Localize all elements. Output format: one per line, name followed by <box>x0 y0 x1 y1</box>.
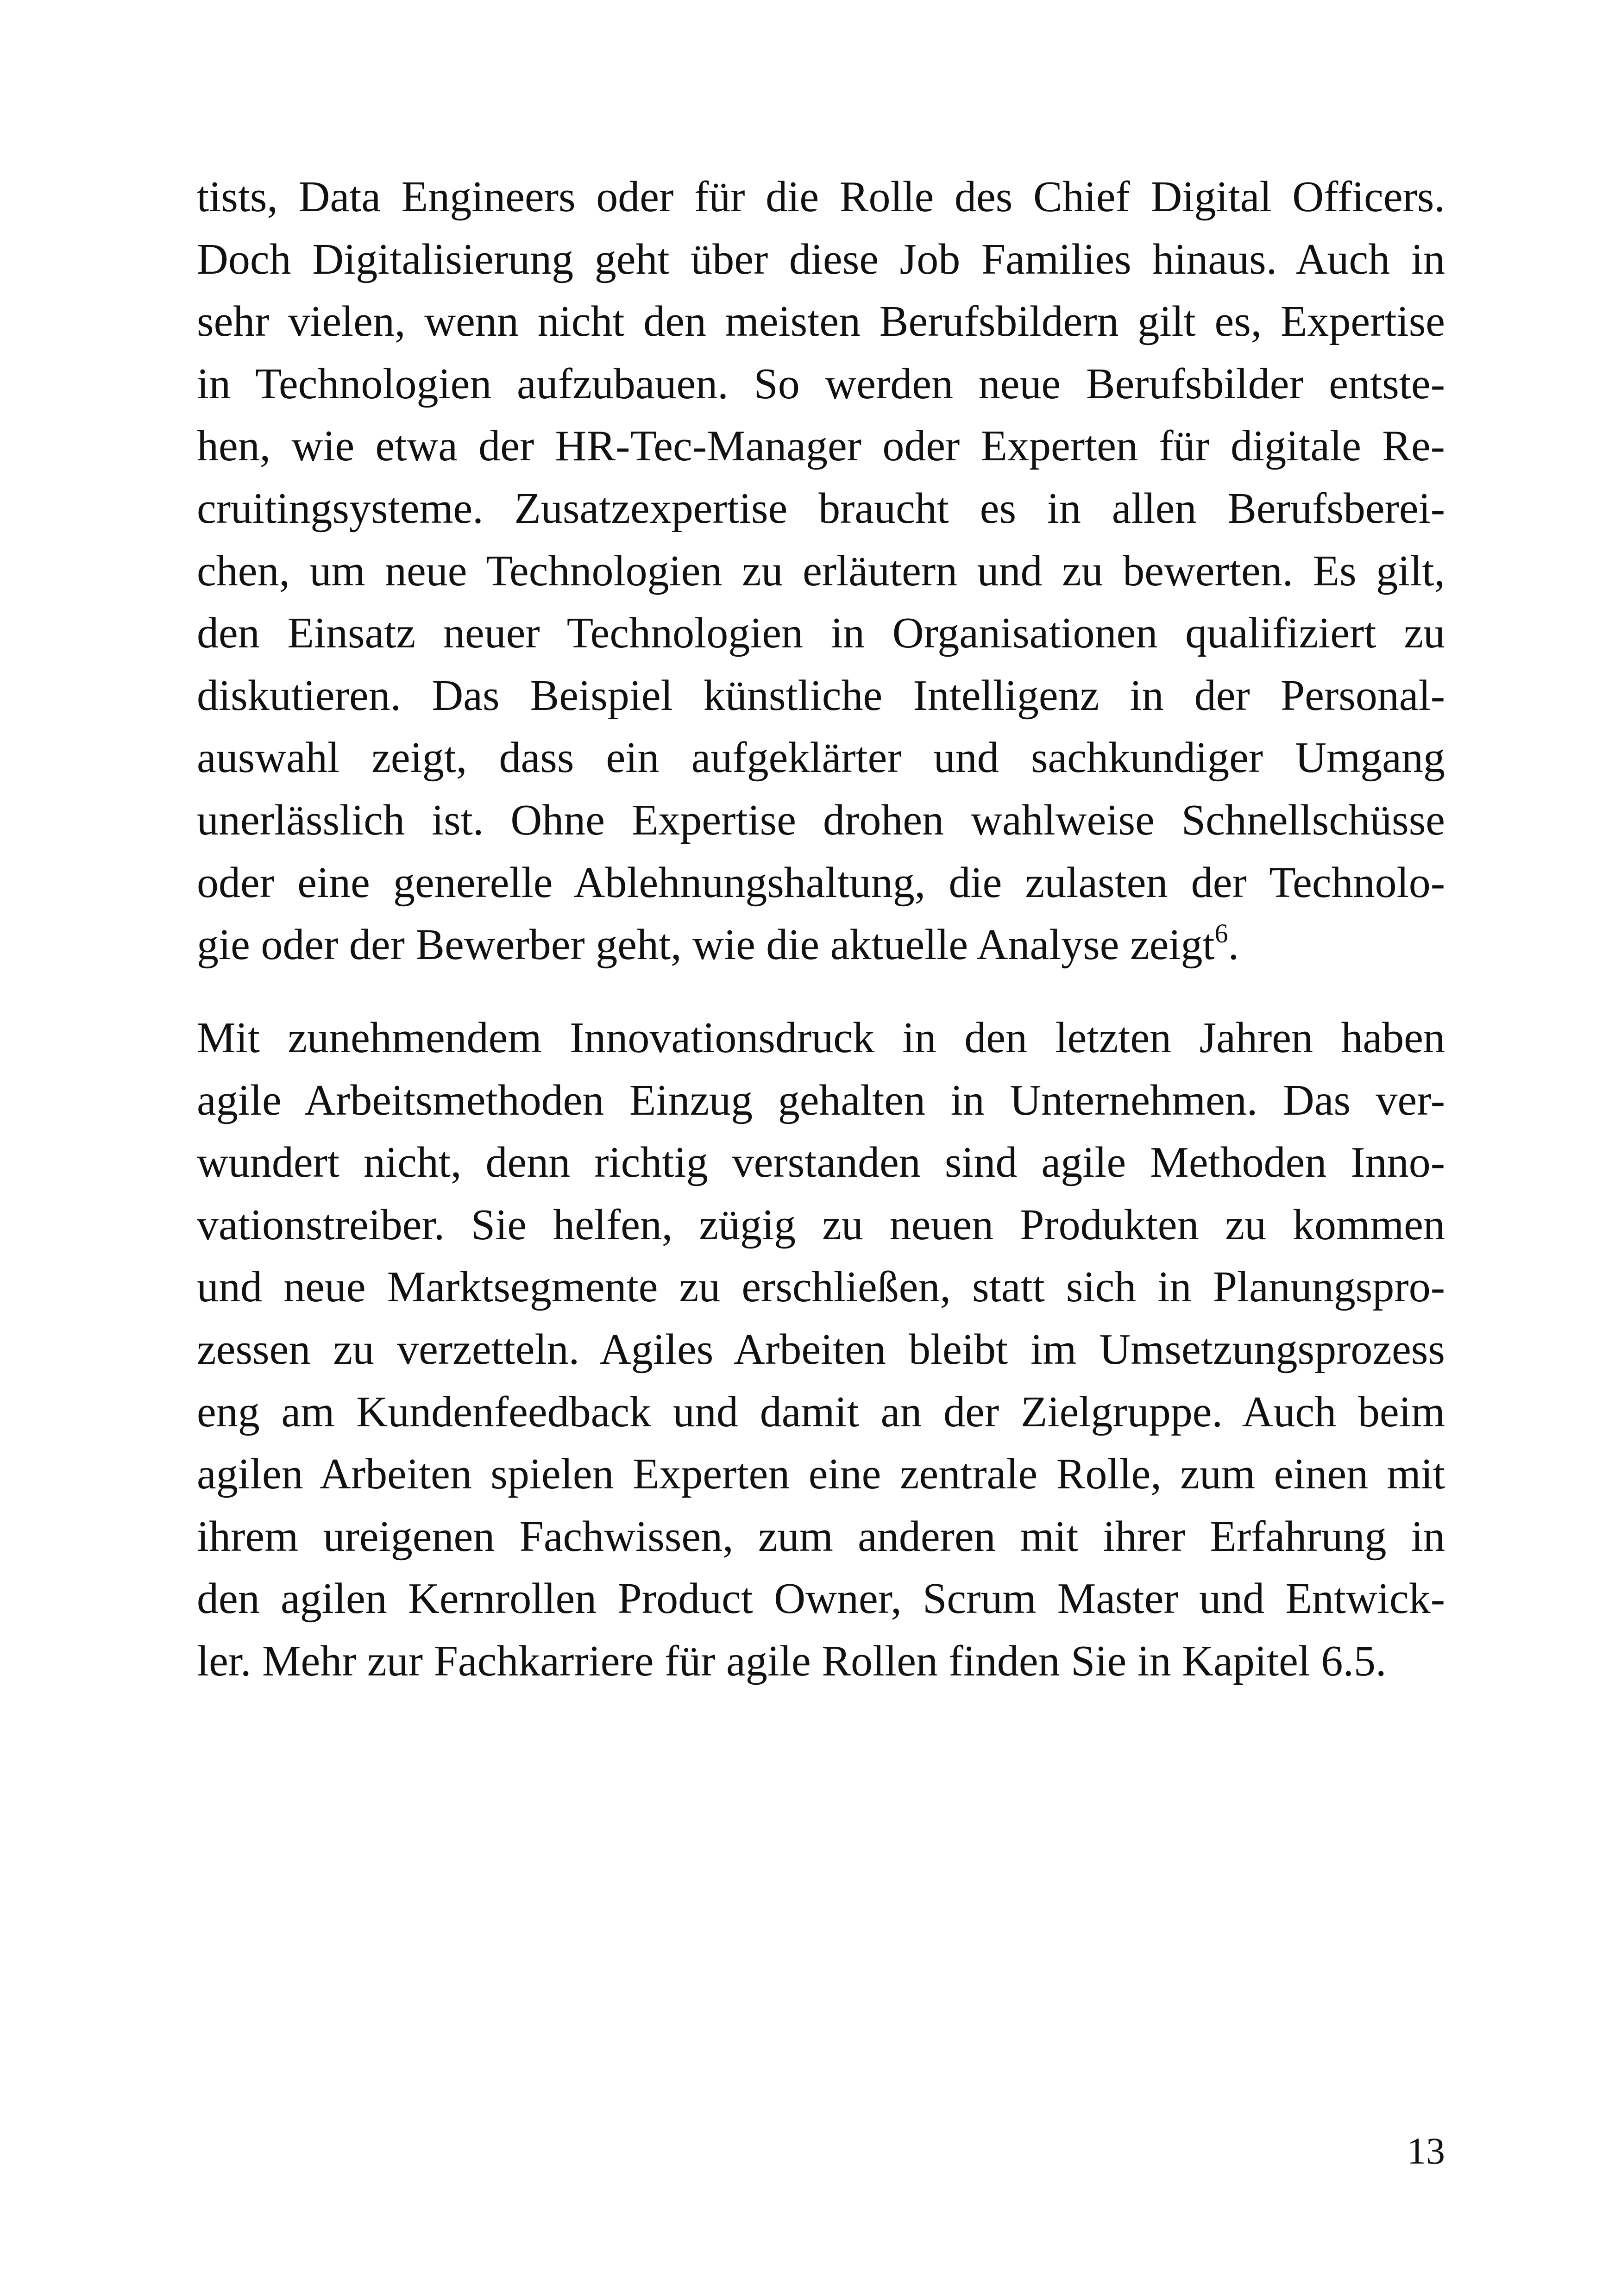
footnote-marker[interactable]: 6 <box>1214 918 1228 949</box>
text-line: cruitingsysteme. Zusatzexpertise braucht es in allen Berufsberei- <box>197 484 1445 533</box>
text-line-last: ler. Mehr zur Fachkarriere für agile Rollen finden Sie in Kapitel 6.5. <box>197 1637 1387 1685</box>
text-line: unerlässlich ist. Ohne Expertise drohen wahlweise Schnellschüsse <box>197 796 1445 844</box>
text-line: eng am Kundenfeedback und damit an der Zielgruppe. Auch beim <box>197 1387 1445 1436</box>
text-line: hen, wie etwa der HR-Tec-Manager oder Experten für digitale Re- <box>197 422 1445 470</box>
text-line: auswahl zeigt, dass ein aufgeklärter und sachkundiger Umgang <box>197 734 1445 782</box>
text-line: tists, Data Engineers oder für die Rolle des Chief Digital Officers. <box>197 173 1445 221</box>
text-line: zessen zu verzetteln. Agiles Arbeiten bleibt im Umsetzungsprozess <box>197 1325 1445 1374</box>
text-line: Mit zunehmendem Innovationsdruck in den letzten Jahren haben <box>197 1014 1445 1062</box>
text-line: den agilen Kernrollen Product Owner, Scrum Master und Entwick- <box>197 1575 1445 1623</box>
sentence-end: . <box>1228 921 1239 969</box>
paragraph-digitalisierung <box>197 166 1445 976</box>
text-line: chen, um neue Technologien zu erläutern und zu bewerten. Es gilt, <box>197 546 1445 595</box>
text-line: Doch Digitalisierung geht über diese Job Families hinaus. Auch in <box>197 235 1445 283</box>
text-line: den Einsatz neuer Technologien in Organisationen qualifiziert zu <box>197 609 1445 658</box>
text-line: ihrem ureigenen Fachwissen, zum anderen mit ihrer Erfahrung in <box>197 1512 1445 1561</box>
text-line: vationstreiber. Sie helfen, zügig zu neuen Produkten zu kommen <box>197 1200 1445 1249</box>
text-line: oder eine generelle Ablehnungshaltung, die zulasten der Technolo- <box>197 858 1445 907</box>
text-line: diskutieren. Das Beispiel künstliche Intelligenz in der Personal- <box>197 671 1445 720</box>
text-line-last <box>197 914 1445 976</box>
page-number: 13 <box>1407 2130 1445 2172</box>
paragraph-agile-methoden <box>197 1007 1445 1693</box>
text-line-last-content: gie oder der Bewerber geht, wie die aktuelle Analyse zeigt <box>197 921 1215 969</box>
text-line: wundert nicht, denn richtig verstanden sind agile Methoden Inno- <box>197 1138 1445 1187</box>
text-line: agile Arbeitsmethoden Einzug gehalten in Unternehmen. Das ver- <box>197 1076 1445 1124</box>
text-line: in Technologien aufzubauen. So werden neue Berufsbilder entste- <box>197 359 1445 408</box>
text-line: agilen Arbeiten spielen Experten eine zentrale Rolle, zum einen mit <box>197 1450 1445 1499</box>
text-line: und neue Marktsegmente zu erschließen, statt sich in Planungspro- <box>197 1263 1445 1311</box>
text-line: sehr vielen, wenn nicht den meisten Berufsbildern gilt es, Expertise <box>197 297 1445 346</box>
